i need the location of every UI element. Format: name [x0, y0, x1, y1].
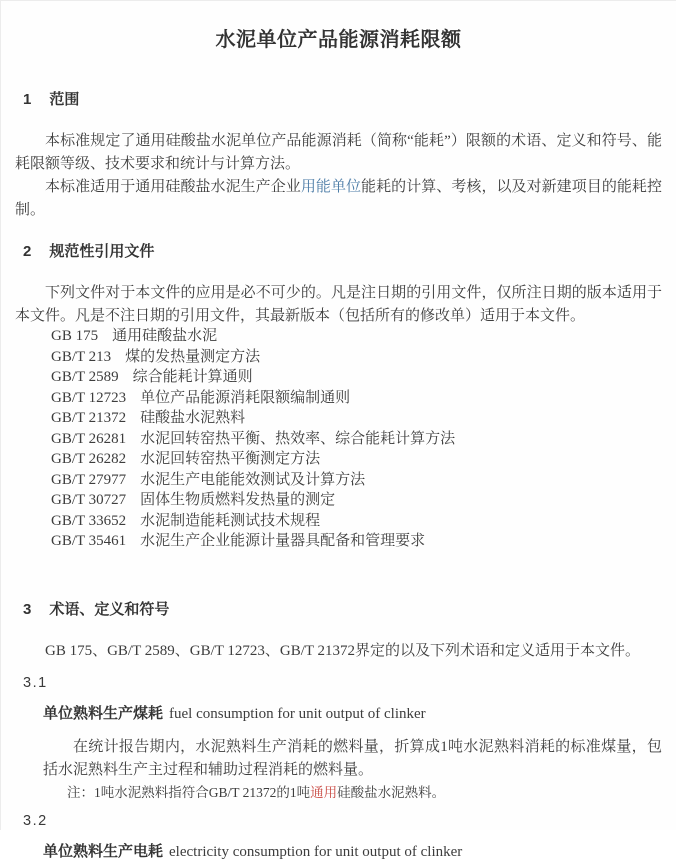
paragraph-text: 本标准适用于通用硅酸盐水泥生产企业 — [45, 179, 301, 195]
section-1-paragraph-1: 本标准规定了通用硅酸盐水泥单位产品能源消耗（简称“能耗”）限额的术语、定义和符号、能耗限额等级、技术要求和统计与计算方法。 — [15, 133, 662, 172]
reference-item — [51, 347, 662, 368]
note-text: 注：1吨水泥熟料指符合GB/T 21372的1吨 — [67, 784, 311, 800]
reference-title: 水泥回转窑热平衡、热效率、综合能耗计算方法 — [140, 430, 456, 447]
document-title: 水泥单位产品能源消耗限额 — [215, 29, 462, 51]
reference-code: GB/T 27977 — [51, 471, 127, 488]
section-1-number: 1 — [23, 91, 32, 108]
section-1-paragraph-2 — [15, 176, 662, 222]
reference-title: 通用硅酸盐水泥 — [112, 328, 218, 344]
reference-code: GB/T 21372 — [51, 410, 127, 426]
reference-item — [51, 470, 662, 491]
reference-title: 硅酸盐水泥熟料 — [140, 410, 246, 426]
section-2-number: 2 — [23, 243, 32, 260]
reference-title: 水泥生产电能能效测试及计算方法 — [140, 471, 366, 488]
reference-item — [51, 388, 662, 409]
section-2-heading — [15, 244, 662, 260]
term-3-1-english: fuel consumption for unit output of clinker — [169, 705, 426, 722]
term-3-1-chinese: 单位熟料生产煤耗 — [43, 704, 164, 722]
reference-title: 水泥回转窑热平衡测定方法 — [140, 451, 321, 467]
section-2-title: 规范性引用文件 — [49, 243, 155, 260]
note-highlighted-text: 通用 — [310, 784, 338, 800]
reference-item — [51, 429, 662, 450]
reference-code: GB/T 26281 — [51, 430, 127, 447]
reference-title: 固体生物质燃料发热量的测定 — [140, 492, 336, 508]
term-3-2-block — [43, 841, 662, 863]
section-3-number: 3 — [23, 600, 32, 618]
reference-title: 水泥制造能耗测试技术规程 — [140, 512, 321, 529]
section-3-title: 术语、定义和符号 — [49, 600, 170, 618]
reference-code: GB/T 213 — [51, 348, 112, 365]
link-energy-consuming-unit[interactable]: 用能单位 — [300, 179, 362, 195]
reference-item — [51, 326, 662, 347]
reference-item — [51, 511, 662, 532]
reference-title: 单位产品能源消耗限额编制通则 — [140, 389, 351, 406]
reference-code: GB/T 35461 — [51, 533, 127, 549]
section-2-paragraph: 下列文件对于本文件的应用是必不可少的。凡是注日期的引用文件，仅所注日期的版本适用于本文件。凡是不注日期的引用文件，其最新版本（包括所有的修改单）适用于本文件。 — [15, 285, 662, 324]
term-3-1-block — [43, 703, 662, 802]
section-1-heading — [15, 92, 662, 108]
reference-title: 水泥生产企业能源计量器具配备和管理要求 — [140, 533, 426, 549]
term-3-1-heading — [43, 703, 662, 725]
reference-code: GB/T 26282 — [51, 451, 127, 467]
section-3-paragraph: GB 175、GB/T 2589、GB/T 12723、GB/T 21372界定的以及下列术语和定义适用于本文件。 — [45, 642, 641, 659]
section-1-title: 范围 — [49, 91, 80, 108]
section-3-heading — [15, 602, 662, 618]
reference-title: 综合能耗计算通则 — [132, 369, 253, 385]
term-3-2-chinese: 单位熟料生产电耗 — [43, 842, 164, 860]
clause-3-2-number: 3.2 — [23, 812, 48, 829]
paragraph-text: 能耗的计算、考核，以及对新建项目的能耗控制。 — [15, 179, 662, 218]
reference-item — [51, 408, 662, 429]
reference-item — [51, 367, 662, 388]
term-3-1-note — [43, 783, 662, 802]
reference-code: GB/T 33652 — [51, 512, 127, 529]
reference-item — [51, 449, 662, 470]
clause-3-1-number: 3.1 — [23, 674, 48, 691]
reference-code: GB/T 30727 — [51, 492, 127, 508]
normative-references-list — [15, 326, 662, 552]
reference-code: GB/T 2589 — [51, 369, 119, 385]
term-3-2-english: electricity consumption for unit output of clinker — [169, 843, 463, 860]
reference-code: GB 175 — [51, 328, 99, 344]
note-text: 硅酸盐水泥熟料。 — [337, 784, 446, 800]
term-3-2-heading — [43, 841, 662, 863]
reference-item — [51, 531, 662, 552]
reference-code: GB/T 12723 — [51, 389, 127, 406]
reference-title: 煤的发热量测定方法 — [125, 348, 261, 365]
reference-item — [51, 490, 662, 511]
term-3-1-definition: 在统计报告期内，水泥熟料生产消耗的燃料量，折算成1吨水泥熟料消耗的标准煤量，包括水泥熟料生产主过程和辅助过程消耗的燃料量。 — [43, 738, 662, 778]
